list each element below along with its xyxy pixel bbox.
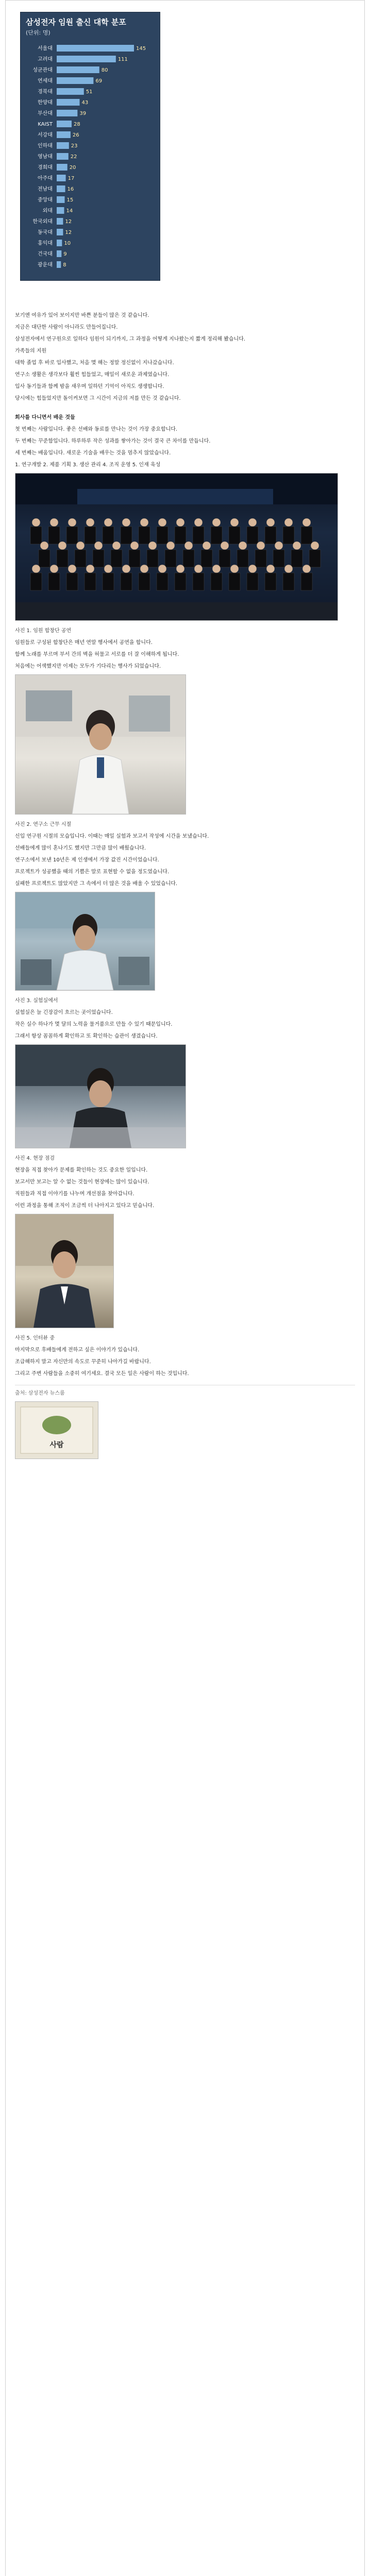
chart-category-label: 광운대 bbox=[38, 262, 53, 268]
intro-paragraph: 대학 졸업 후 바로 입사했고, 처음 몇 해는 정말 정신없이 지나갔습니다. bbox=[15, 360, 174, 366]
choir-member-head bbox=[130, 541, 139, 550]
chart-bar bbox=[57, 88, 84, 95]
choir-member-body bbox=[48, 527, 60, 544]
chart-value-label: 9 bbox=[63, 251, 67, 257]
chart-value-label: 43 bbox=[81, 100, 89, 106]
choir-member-body bbox=[247, 573, 258, 590]
chart-category-label: 서울대 bbox=[38, 46, 53, 52]
choir-member-body bbox=[103, 527, 114, 544]
choir-member-head bbox=[86, 518, 94, 527]
choir-member-head bbox=[230, 518, 239, 527]
choir-member-body bbox=[283, 527, 294, 544]
choir-member-body bbox=[201, 550, 212, 567]
section-two-paragraph: 세 번째는 배움입니다. 새로운 기술을 배우는 것을 멈추지 않았습니다. bbox=[15, 450, 171, 456]
chart-value-label: 23 bbox=[71, 143, 78, 149]
intro-paragraph: 지금은 대단한 사람이 아니라도 만들어집니다. bbox=[15, 325, 118, 330]
chart-category-label: 건국대 bbox=[38, 251, 53, 257]
choir-member-head bbox=[140, 565, 148, 573]
choir-member-head bbox=[275, 541, 283, 550]
chart-bar bbox=[57, 240, 62, 246]
chart-value-label: 16 bbox=[67, 187, 74, 192]
lab1-paragraph: 선배들에게 많이 혼나기도 했지만 그만큼 많이 배웠습니다. bbox=[15, 845, 146, 851]
chart-category-label: 아주대 bbox=[38, 176, 53, 181]
interview-photo bbox=[15, 1214, 114, 1328]
choir-member-head bbox=[266, 518, 275, 527]
lab3-caption: 사진 4. 현장 점검 bbox=[15, 1156, 55, 1161]
university-distribution-chart bbox=[20, 12, 160, 281]
chart-value-label: 69 bbox=[95, 78, 103, 84]
choir-member-body bbox=[75, 550, 86, 567]
chart-value-label: 10 bbox=[64, 241, 71, 246]
chart-bar bbox=[57, 110, 77, 116]
end-stamp-text: 사람 bbox=[49, 1441, 64, 1449]
choir-member-head bbox=[266, 565, 275, 573]
choir-member-head bbox=[194, 518, 203, 527]
choir-member-head bbox=[122, 565, 130, 573]
chart-value-label: 15 bbox=[66, 197, 74, 203]
choir-caption: 사진 1. 임원 합창단 공연 bbox=[15, 628, 72, 634]
choir-paragraph: 함께 노래를 부르며 부서 간의 벽을 허물고 서로를 더 잘 이해하게 됩니다. bbox=[15, 652, 179, 657]
choir-member-body bbox=[66, 527, 78, 544]
choir-paragraph: 처음에는 어색했지만 이제는 모두가 기다리는 행사가 되었습니다. bbox=[15, 664, 161, 669]
choir-member-head bbox=[166, 541, 175, 550]
chart-bar bbox=[57, 218, 63, 225]
chart-title: 삼성전자 임원 출신 대학 분포 bbox=[26, 18, 126, 27]
footer-note: 출처: 삼성전자 뉴스룸 bbox=[15, 1391, 65, 1396]
choir-member-head bbox=[86, 565, 94, 573]
choir-member-body bbox=[283, 573, 294, 590]
choir-member-body bbox=[193, 527, 204, 544]
lab-photo-1 bbox=[15, 674, 186, 815]
chart-bar bbox=[57, 77, 93, 84]
choir-member-body bbox=[265, 527, 276, 544]
choir-member-body bbox=[129, 550, 140, 567]
choir-illustration bbox=[15, 473, 338, 620]
choir-member-head bbox=[284, 565, 293, 573]
choir-member-head bbox=[184, 541, 193, 550]
choir-member-head bbox=[194, 565, 203, 573]
chart-value-label: 12 bbox=[65, 230, 72, 235]
choir-member-head bbox=[104, 518, 112, 527]
choir-member-body bbox=[193, 573, 204, 590]
chart-bar bbox=[57, 175, 66, 181]
chart-category-label: 인하대 bbox=[38, 143, 53, 149]
choir-member-body bbox=[85, 527, 96, 544]
choir-member-body bbox=[139, 573, 150, 590]
intro-paragraph: 입사 동기들과 함께 밤을 새우며 일하던 기억이 아직도 생생합니다. bbox=[15, 384, 164, 389]
choir-member-head bbox=[140, 518, 148, 527]
choir-member-body bbox=[139, 527, 150, 544]
chart-value-label: 8 bbox=[63, 262, 66, 268]
choir-member-head bbox=[302, 518, 311, 527]
choir-member-head bbox=[176, 565, 184, 573]
choir-member-body bbox=[66, 573, 78, 590]
chart-category-label: KAIST bbox=[38, 122, 53, 127]
lab3-paragraph: 현장을 직접 찾아가 문제를 확인하는 것도 중요한 일입니다. bbox=[15, 1167, 148, 1173]
choir-member-body bbox=[237, 550, 248, 567]
end-stamp-image bbox=[15, 1401, 98, 1459]
chart-bar bbox=[57, 66, 99, 73]
choir-member-body bbox=[291, 550, 302, 567]
section-two-heading: 회사를 다니면서 배운 것들 bbox=[15, 415, 75, 420]
lab1-paragraph: 프로젝트가 성공했을 때의 기쁨은 말로 표현할 수 없을 정도였습니다. bbox=[15, 869, 170, 875]
chart-category-label: 고려대 bbox=[38, 57, 53, 62]
lab1-paragraph: 신입 연구원 시절의 모습입니다. 이때는 매일 실험과 보고서 작성에 시간을 보냈습니다. bbox=[15, 834, 209, 839]
lab2-paragraph: 실험실은 늘 긴장감이 흐르는 곳이었습니다. bbox=[15, 1010, 113, 1015]
choir-member-body bbox=[147, 550, 158, 567]
choir-member-body bbox=[309, 550, 321, 567]
lab-photo-3 bbox=[15, 1044, 186, 1148]
intro-paragraph: 보기엔 여유가 있어 보이지만 바쁜 분들이 많은 것 같습니다. bbox=[15, 313, 149, 318]
choir-member-head bbox=[112, 541, 121, 550]
chart-category-label: 중앙대 bbox=[38, 197, 53, 203]
choir-member-head bbox=[76, 541, 85, 550]
choir-member-body bbox=[157, 573, 168, 590]
choir-member-head bbox=[248, 518, 257, 527]
choir-member-head bbox=[122, 518, 130, 527]
chart-category-label: 서강대 bbox=[38, 132, 53, 138]
lab-illustration-3 bbox=[15, 1045, 186, 1148]
choir-member-body bbox=[30, 527, 42, 544]
lab3-paragraph: 직원들과 직접 이야기를 나누며 개선점을 찾아갑니다. bbox=[15, 1191, 134, 1197]
document-page bbox=[6, 1, 364, 1470]
choir-member-body bbox=[229, 527, 240, 544]
lab1-paragraph: 연구소에서 보낸 10년은 제 인생에서 가장 값진 시간이었습니다. bbox=[15, 857, 159, 863]
choir-member-head bbox=[302, 565, 311, 573]
choir-member-head bbox=[32, 565, 40, 573]
chart-bar bbox=[57, 131, 71, 138]
lab-photo-2 bbox=[15, 892, 155, 991]
choir-member-head bbox=[158, 518, 166, 527]
section-two-paragraph: 첫 번째는 사람입니다. 좋은 선배와 동료를 만나는 것이 가장 중요합니다. bbox=[15, 427, 178, 432]
chart-bar bbox=[57, 153, 69, 160]
chart-category-label: 영남대 bbox=[38, 154, 53, 160]
section-two-paragraph: 두 번째는 꾸준함입니다. 하루하루 작은 성과를 쌓아가는 것이 결국 큰 차이를 만듭니다. bbox=[15, 438, 211, 444]
chart-value-label: 22 bbox=[70, 154, 77, 160]
choir-member-body bbox=[157, 527, 168, 544]
intro-paragraph: 연구소 생활은 생각보다 훨씬 힘들었고, 매일이 새로운 과제였습니다. bbox=[15, 372, 170, 378]
choir-photo bbox=[15, 473, 338, 621]
choir-member-head bbox=[176, 518, 184, 527]
choir-member-head bbox=[50, 518, 58, 527]
chart-value-label: 111 bbox=[117, 57, 128, 62]
choir-member-head bbox=[221, 541, 229, 550]
chart-bar bbox=[57, 196, 65, 203]
chart-value-label: 12 bbox=[65, 219, 72, 225]
choir-member-body bbox=[93, 550, 104, 567]
choir-member-body bbox=[301, 527, 312, 544]
interview-paragraph: 마지막으로 후배들에게 전하고 싶은 이야기가 있습니다. bbox=[15, 1347, 140, 1353]
choir-member-body bbox=[175, 527, 186, 544]
end-stamp-illustration bbox=[15, 1402, 98, 1459]
lab3-paragraph: 이런 과정을 통해 조직이 조금씩 더 나아지고 있다고 믿습니다. bbox=[15, 1203, 155, 1209]
lab2-paragraph: 작은 실수 하나가 몇 달의 노력을 물거품으로 만들 수 있기 때문입니다. bbox=[15, 1022, 173, 1027]
document-frame bbox=[5, 0, 365, 2576]
choir-member-head bbox=[68, 565, 76, 573]
chart-bar bbox=[57, 185, 65, 192]
chart-value-label: 17 bbox=[68, 176, 75, 181]
choir-member-body bbox=[48, 573, 60, 590]
chart-category-label: 전남대 bbox=[38, 187, 53, 192]
chart-bar bbox=[57, 45, 134, 52]
choir-member-head bbox=[94, 541, 103, 550]
chart-bar bbox=[57, 142, 69, 149]
lab-illustration-1 bbox=[15, 675, 186, 814]
choir-member-body bbox=[121, 573, 132, 590]
chart-category-label: 한양대 bbox=[38, 100, 53, 106]
choir-member-body bbox=[273, 550, 284, 567]
chart-bar bbox=[57, 164, 68, 171]
choir-member-head bbox=[230, 565, 239, 573]
chart-category-label: 연세대 bbox=[38, 78, 53, 84]
lab2-paragraph: 그래서 항상 꼼꼼하게 확인하고 또 확인하는 습관이 생겼습니다. bbox=[15, 1033, 158, 1039]
chart-value-label: 145 bbox=[136, 46, 146, 52]
chart-category-label: 경희대 bbox=[38, 165, 53, 171]
choir-member-head bbox=[203, 541, 211, 550]
intro-paragraph: 가족들의 지원 bbox=[15, 348, 47, 354]
interview-illustration bbox=[15, 1214, 113, 1328]
chart-category-label: 한국외대 bbox=[32, 219, 53, 225]
choir-member-body bbox=[211, 527, 222, 544]
choir-member-body bbox=[30, 573, 42, 590]
choir-member-body bbox=[121, 527, 132, 544]
choir-member-head bbox=[148, 541, 157, 550]
chart-value-label: 51 bbox=[86, 89, 93, 95]
lab3-paragraph: 보고서만 보고는 알 수 없는 것들이 현장에는 많이 있습니다. bbox=[15, 1179, 149, 1185]
chart-category-label: 경북대 bbox=[38, 89, 53, 95]
choir-member-body bbox=[265, 573, 276, 590]
choir-member-body bbox=[255, 550, 266, 567]
lab-illustration-2 bbox=[15, 892, 155, 990]
chart-svg bbox=[21, 41, 160, 278]
choir-member-head bbox=[212, 518, 221, 527]
choir-member-head bbox=[293, 541, 301, 550]
chart-bar bbox=[57, 99, 79, 106]
choir-member-body bbox=[219, 550, 230, 567]
choir-member-head bbox=[284, 518, 293, 527]
choir-member-body bbox=[39, 550, 50, 567]
choir-member-head bbox=[32, 518, 40, 527]
choir-paragraph: 임원들로 구성된 합창단은 매년 연말 행사에서 공연을 합니다. bbox=[15, 640, 153, 646]
chart-bar bbox=[57, 229, 63, 235]
chart-value-label: 26 bbox=[72, 132, 79, 138]
choir-member-head bbox=[104, 565, 112, 573]
chart-category-label: 성균관대 bbox=[32, 67, 53, 73]
choir-member-body bbox=[85, 573, 96, 590]
choir-member-body bbox=[301, 573, 312, 590]
intro-paragraph: 삼성전자에서 연구원으로 일하다 임원이 되기까지, 그 과정을 어떻게 지나왔는지 짧게 정리해 봤습니다. bbox=[15, 336, 246, 342]
lab1-caption: 사진 2. 연구소 근무 시절 bbox=[15, 822, 72, 827]
choir-member-body bbox=[103, 573, 114, 590]
choir-member-body bbox=[183, 550, 194, 567]
choir-member-body bbox=[175, 573, 186, 590]
chart-bar bbox=[57, 250, 61, 257]
choir-member-body bbox=[111, 550, 122, 567]
chart-category-label: 외대 bbox=[42, 208, 53, 214]
interview-paragraph: 그리고 주변 사람들을 소중히 여기세요. 결국 모든 일은 사람이 하는 것입니다. bbox=[15, 1371, 189, 1377]
choir-member-body bbox=[229, 573, 240, 590]
section-two-paragraph: 1. 연구개발 2. 제품 기획 3. 생산 관리 4. 조직 운영 5. 인재 육성 bbox=[15, 462, 161, 468]
choir-member-head bbox=[239, 541, 247, 550]
chart-category-label: 부산대 bbox=[38, 111, 53, 116]
lab2-caption: 사진 3. 실험실에서 bbox=[15, 998, 58, 1004]
chart-value-label: 14 bbox=[66, 208, 73, 214]
chart-value-label: 80 bbox=[101, 67, 108, 73]
chart-category-label: 홍익대 bbox=[38, 241, 53, 246]
choir-member-head bbox=[50, 565, 58, 573]
interview-caption: 사진 5. 인터뷰 중 bbox=[15, 1335, 55, 1341]
chart-bar bbox=[57, 56, 116, 62]
choir-member-head bbox=[257, 541, 265, 550]
choir-member-head bbox=[158, 565, 166, 573]
choir-member-head bbox=[248, 565, 257, 573]
chart-subtitle: (단위: 명) bbox=[26, 29, 51, 36]
choir-member-head bbox=[58, 541, 66, 550]
interview-paragraph: 조급해하지 말고 자신만의 속도로 꾸준히 나아가길 바랍니다. bbox=[15, 1359, 151, 1365]
chart-category-label: 동국대 bbox=[38, 230, 53, 235]
choir-member-head bbox=[212, 565, 221, 573]
choir-member-head bbox=[68, 518, 76, 527]
chart-bar bbox=[57, 207, 64, 214]
choir-member-head bbox=[40, 541, 48, 550]
choir-member-body bbox=[247, 527, 258, 544]
chart-value-label: 20 bbox=[69, 165, 76, 171]
intro-paragraph: 당시에는 힘들었지만 돌이켜보면 그 시간이 지금의 저를 만든 것 같습니다. bbox=[15, 396, 181, 401]
choir-member-body bbox=[211, 573, 222, 590]
chart-value-label: 39 bbox=[79, 111, 87, 116]
chart-bar bbox=[57, 261, 61, 268]
chart-value-label: 28 bbox=[73, 122, 80, 127]
chart-bar bbox=[57, 121, 72, 127]
lab1-paragraph: 실패한 프로젝트도 많았지만 그 속에서 더 많은 것을 배울 수 있었습니다. bbox=[15, 881, 178, 887]
choir-member-head bbox=[311, 541, 319, 550]
choir-member-body bbox=[57, 550, 68, 567]
choir-member-body bbox=[165, 550, 176, 567]
